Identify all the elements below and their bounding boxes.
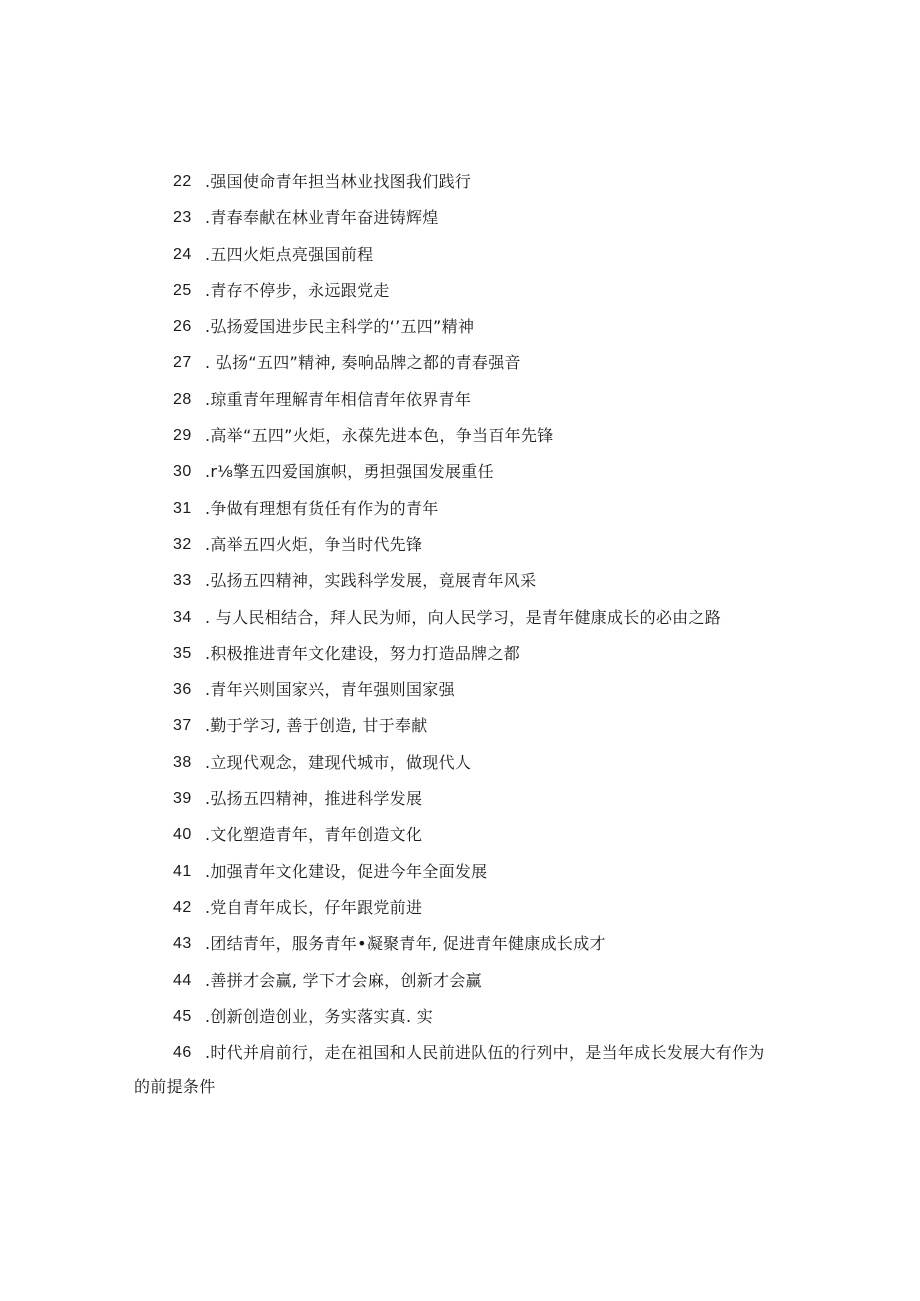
item-number: 35 — [173, 644, 192, 662]
item-number: 24 — [173, 245, 192, 263]
list-item — [0, 351, 920, 387]
item-number: 36 — [173, 681, 192, 699]
item-number: 32 — [173, 535, 192, 553]
item-text: .青年兴则国家兴，青年强则国家强 — [205, 680, 455, 700]
list-item — [0, 787, 920, 823]
list-item — [0, 642, 920, 678]
list-item — [0, 678, 920, 714]
item-number: 45 — [173, 1007, 192, 1025]
slogan-list — [0, 170, 920, 1111]
item-text: .团结青年，服务青年•凝聚青年, 促进青年健康成长成才 — [205, 934, 606, 954]
item-text: .党自青年成长，仔年跟党前进 — [205, 897, 423, 917]
item-text: .高举五四火炬，争当时代先锋 — [205, 534, 423, 554]
list-item — [0, 279, 920, 315]
item-number: 41 — [173, 862, 192, 880]
list-item — [0, 823, 920, 859]
item-text: .r⅛擎五四爱国旗帜，勇担强国发展重任 — [205, 462, 494, 482]
item-number: 38 — [173, 753, 192, 771]
list-item — [0, 932, 920, 968]
item-text: .时代并肩前行，走在祖国和人民前进队伍的行列中，是当年成长发展大有作为 — [205, 1043, 765, 1063]
item-text: . 弘扬“五四”精神, 奏响品牌之都的青春强音 — [205, 353, 521, 373]
item-number: 43 — [173, 935, 192, 953]
item-text: . 与人民相结合，拜人民为师，向人民学习，是青年健康成长的必由之路 — [205, 607, 722, 627]
item-number: 37 — [173, 717, 192, 735]
item-number: 46 — [173, 1044, 192, 1062]
list-item — [0, 606, 920, 642]
item-text: .琼重青年理解青年相信青年依界青年 — [205, 389, 472, 409]
item-text: .创新创造创业，务实落实真. 实 — [205, 1006, 434, 1026]
list-item — [0, 1005, 920, 1041]
item-number: 26 — [173, 318, 192, 336]
item-number: 34 — [173, 608, 192, 626]
list-item — [0, 243, 920, 279]
item-text: .争做有理想有货任有作为的青年 — [205, 498, 439, 518]
item-text: .勤于学习, 善于创造, 甘于奉献 — [205, 716, 428, 736]
item-number: 25 — [173, 281, 192, 299]
list-item — [0, 170, 920, 206]
item-number: 29 — [173, 427, 192, 445]
item-number: 42 — [173, 898, 192, 916]
item-text: .弘扬爱国进步民主科学的‘’五四”精神 — [205, 317, 475, 337]
item-number: 30 — [173, 463, 192, 481]
list-item — [0, 1041, 920, 1111]
item-text: .积极推进青年文化建设，努力打造品牌之都 — [205, 643, 521, 663]
item-number: 44 — [173, 971, 192, 989]
list-item — [0, 206, 920, 242]
item-text-continuation: 的前提条件 — [134, 1077, 216, 1097]
item-number: 22 — [173, 173, 192, 190]
item-text: .弘扬五四精神，推进科学发展 — [205, 789, 423, 809]
list-item — [0, 388, 920, 424]
item-number: 23 — [173, 209, 192, 227]
item-number: 31 — [173, 499, 192, 517]
list-item — [0, 860, 920, 896]
list-item — [0, 533, 920, 569]
list-item — [0, 969, 920, 1005]
item-text: .文化塑造青年，青年创造文化 — [205, 825, 423, 845]
item-text: .弘扬五四精神，实践科学发展，竟展青年风采 — [205, 571, 537, 591]
list-item — [0, 460, 920, 496]
item-text: .五四火炬点亮强国前程 — [205, 244, 374, 264]
item-number: 39 — [173, 790, 192, 808]
list-item — [0, 497, 920, 533]
list-item — [0, 896, 920, 932]
item-number: 28 — [173, 390, 192, 408]
list-item — [0, 315, 920, 351]
item-text: .青春奉献在林业青年奋进铸辉煌 — [205, 208, 439, 228]
list-item — [0, 751, 920, 787]
item-number: 27 — [173, 354, 192, 372]
item-text: .善拼才会赢, 学下才会麻，创新才会赢 — [205, 970, 482, 990]
item-number: 33 — [173, 572, 192, 590]
item-number: 40 — [173, 826, 192, 844]
list-item — [0, 714, 920, 750]
list-item — [0, 569, 920, 605]
list-item — [0, 424, 920, 460]
item-text: .加强青年文化建设，促进今年全面发展 — [205, 861, 488, 881]
item-text: .立现代观念，建现代城市，做现代人 — [205, 752, 472, 772]
item-text: .青存不停步，永远跟党走 — [205, 280, 390, 300]
item-text: .高举“五四”火炬，永葆先进本色，争当百年先锋 — [205, 426, 554, 446]
item-text: .强国使命青年担当林业找图我们践行 — [205, 172, 472, 191]
